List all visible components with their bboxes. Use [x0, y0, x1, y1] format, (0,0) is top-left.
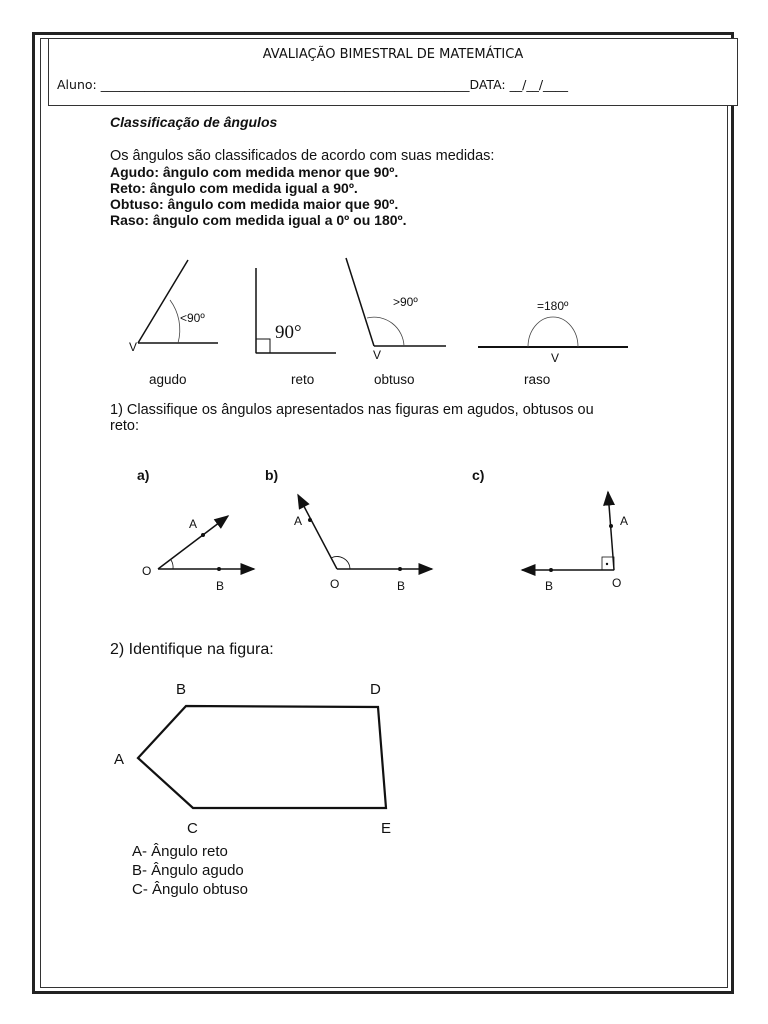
figure-a-point-a: A: [189, 517, 198, 531]
answer-b: B- Ângulo agudo: [132, 862, 244, 879]
question2-text: 2) Identifique na figura:: [110, 641, 274, 658]
figure-c-point-b: B: [545, 579, 554, 593]
figure-b-point-b: B: [397, 579, 406, 593]
intro-text: Os ângulos são classificados de acordo com suas medidas:: [110, 148, 495, 164]
exam-title: AVALIAÇÃO BIMESTRAL DE MATEMÁTICA: [262, 47, 524, 62]
definition-obtuse: Obtuso: ângulo com medida maior que 90º.: [110, 196, 399, 212]
label-acute: agudo: [149, 372, 187, 387]
definition-right: Reto: ângulo com medida igual a 90º.: [110, 180, 358, 196]
definition-straight: Raso: ângulo com medida igual a 0º ou 180º.: [110, 212, 407, 228]
obtuse-mark: >90º: [393, 295, 418, 309]
obtuse-vertex: V: [373, 348, 382, 362]
straight-vertex: V: [551, 351, 560, 365]
figure-a-point-b: B: [216, 579, 225, 593]
figure-a-label: a): [137, 467, 150, 483]
vertex-b: B: [176, 681, 187, 698]
right-mark: 90°: [275, 322, 302, 343]
figure-c-label: c): [472, 467, 485, 483]
vertex-d: D: [370, 681, 381, 698]
figure-b-point-a: A: [294, 514, 303, 528]
question1-text-line1: 1) Classifique os ângulos apresentados nas figuras em agudos, obtusos ou: [110, 402, 594, 418]
question1-text-line2: reto:: [110, 418, 140, 434]
straight-mark: =180º: [537, 299, 569, 313]
section-title: Classificação de ângulos: [110, 114, 278, 130]
answer-a: A- Ângulo reto: [132, 843, 228, 860]
figure-c-point-a: A: [620, 514, 629, 528]
acute-mark: <90º: [180, 311, 205, 325]
vertex-a: A: [114, 751, 125, 768]
figure-a-point-o: O: [142, 564, 152, 578]
figure-c-point-o: O: [612, 576, 622, 590]
label-right: reto: [291, 372, 315, 387]
student-date-line: Aluno: ___________________________________________________________DATA: __/__/____: [57, 77, 569, 92]
acute-vertex: V: [129, 340, 138, 354]
figure-b-label: b): [265, 467, 279, 483]
label-straight: raso: [524, 372, 551, 387]
definition-acute: Agudo: ângulo com medida menor que 90º.: [110, 164, 399, 180]
label-obtuse: obtuso: [374, 372, 415, 387]
figure-b-point-o: O: [330, 577, 340, 591]
answer-c: C- Ângulo obtuso: [132, 881, 248, 898]
vertex-e: E: [381, 820, 392, 837]
vertex-c: C: [187, 820, 198, 837]
